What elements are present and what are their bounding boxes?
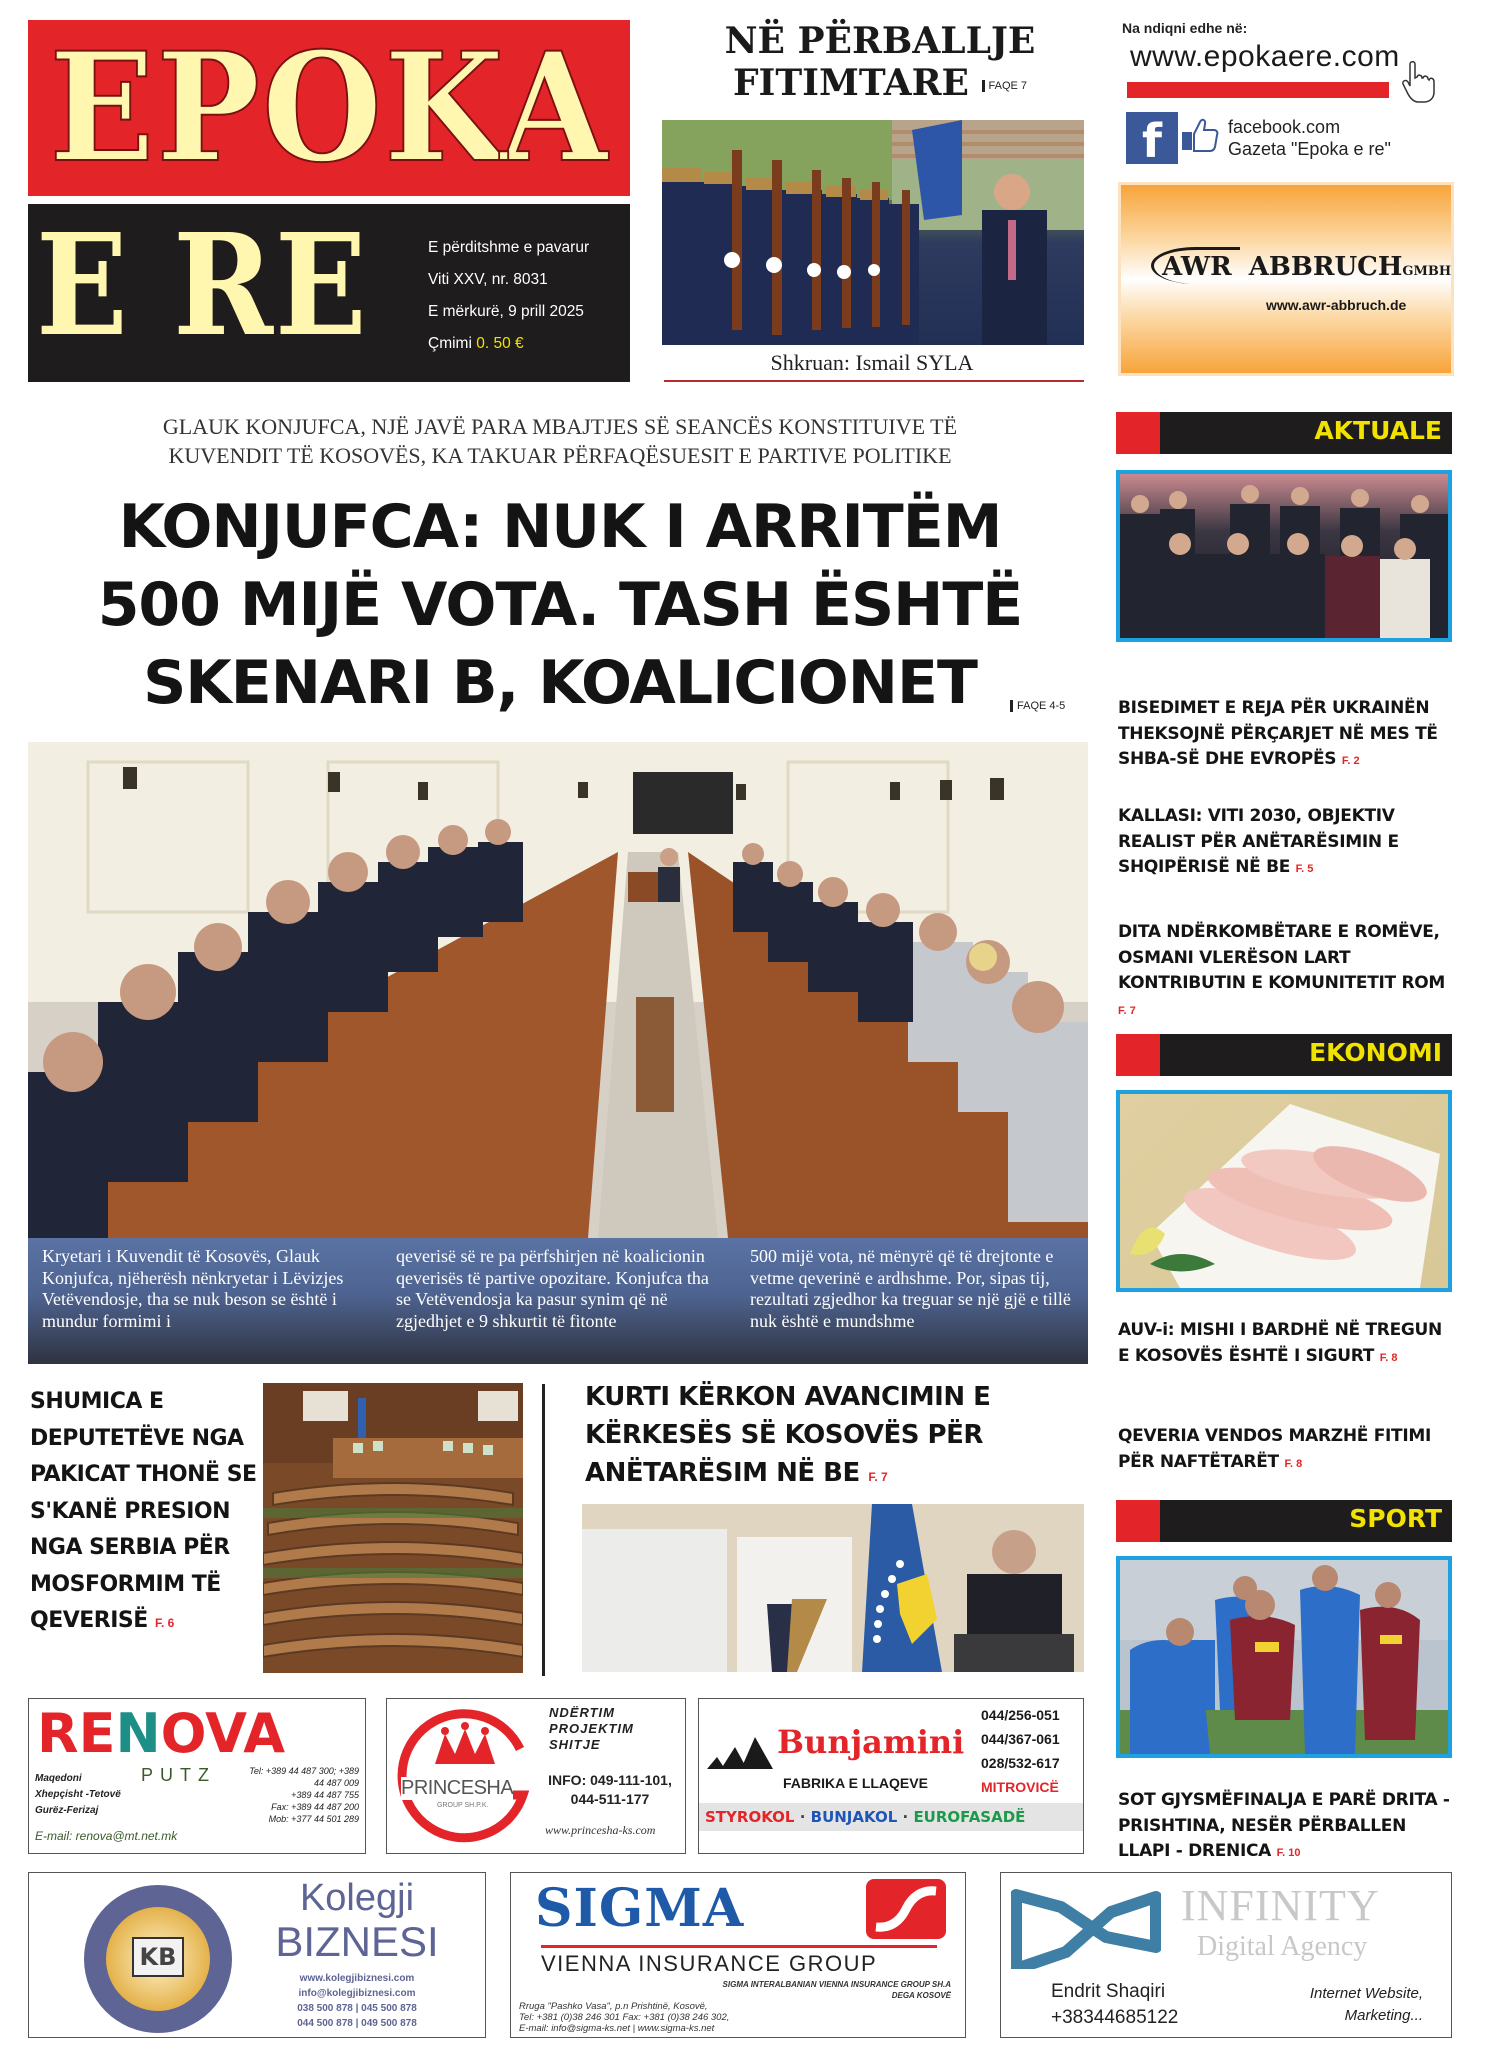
renova-phone: Tel: +389 44 487 300; +389 44 487 009 — [249, 1766, 359, 1788]
ekonomi-item-title: AUV-i: MISHI I BARDHË NË TREGUN E KOSOVËS ËSHTË I SIGURT — [1118, 1320, 1442, 1366]
renova-location: Maqedoni — [35, 1773, 82, 1784]
ekonomi-item-fuel[interactable] — [1118, 1424, 1458, 1477]
masthead-epoka — [28, 20, 630, 196]
kolegji-phones: 038 500 878 | 045 500 878 — [297, 2003, 417, 2014]
section-label-sport: SPORT — [1349, 1504, 1442, 1533]
renova-location: Xhepçisht -Tetovë — [35, 1789, 121, 1800]
lead-headline[interactable] — [20, 488, 1100, 722]
kicker-line1: GLAUK KONJUFCA, NJË JAVË PARA MBAJTJES SË SEANCËS KONSTITUIVE TË — [162, 414, 958, 439]
section-header-aktuale[interactable] — [1116, 412, 1452, 454]
renova-phone: Mob: +377 44 501 289 — [268, 1814, 359, 1824]
aktuale-item-page: F. 5 — [1295, 863, 1314, 875]
infinity-contact-phone: +38344685122 — [1051, 2007, 1179, 2028]
sigma-tel: Tel: +381 (0)38 246 301 Fax: +381 (0)38 246 302, — [519, 2012, 730, 2023]
aktuale-photo-leaders[interactable] — [1116, 470, 1452, 642]
ad-infinity[interactable] — [1000, 1872, 1452, 2038]
kicker-line2: KUVENDIT TË KOSOVËS, KA TAKUAR PËRFAQËSUESIT E PARTIVE POLITIKE — [168, 443, 952, 468]
ekonomi-item-title: QEVERIA VENDOS MARZHË FITIMI PËR NAFTËTARËT — [1118, 1426, 1431, 1472]
section-header-ekonomi[interactable] — [1116, 1034, 1452, 1076]
bunjamini-phone: 044/367-061 — [981, 1731, 1060, 1747]
headline-line1: KONJUFCA: NUK I ARRITËM — [118, 492, 1002, 562]
ad-sigma[interactable] — [510, 1872, 966, 2038]
article-kurti-title: KURTI KËRKON AVANCIMIN E KËRKESËS SË KOSOVËS PËR ANËTARËSIM NË BE — [585, 1382, 991, 1488]
aktuale-item-page: F. 2 — [1341, 755, 1360, 767]
ad-princesha[interactable] — [386, 1698, 686, 1854]
renova-phone: Fax: +389 44 487 200 — [271, 1802, 359, 1812]
ekonomi-item-page: F. 8 — [1379, 1351, 1398, 1364]
kolegji-contacts — [247, 1971, 467, 2031]
article-minorities-title: SHUMICA E DEPUTETËVE NGA PAKICAT THONË SE S'KANË PRESION NGA SERBIA PËR MOSFORMIM TË QEVERISË — [30, 1389, 257, 1633]
infinity-service: Marketing... — [1344, 2007, 1423, 2024]
awr-brand: ABBRUCH — [1248, 252, 1403, 282]
princesha-brand: PRINCESHA — [401, 1777, 514, 1799]
article-minorities-page: F. 6 — [154, 1616, 175, 1630]
facebook-url: facebook.com — [1228, 117, 1341, 137]
aktuale-item-roma[interactable] — [1118, 920, 1458, 1024]
feature-byline: Shkruan: Ismail SYLA — [770, 350, 974, 375]
facebook-page-name: Gazeta "Epoka e re" — [1228, 139, 1391, 159]
lead-caption — [28, 1238, 1088, 1364]
renova-sub: PUTZ — [141, 1765, 216, 1785]
lead-kicker — [40, 412, 1080, 470]
aktuale-item-page: F. 7 — [1118, 1004, 1136, 1017]
honor-guard-illustration — [662, 120, 1084, 345]
article-minorities[interactable] — [30, 1384, 258, 1642]
kolegji-brand-line1: Kolegji — [299, 1877, 415, 1919]
princesha-service: SHITJE — [549, 1737, 601, 1752]
awr-name: AWR — [1151, 247, 1240, 284]
aktuale-item-ukraine[interactable] — [1118, 696, 1458, 775]
infinity-contact-name: Endrit Shaqiri — [1051, 1981, 1166, 2002]
kolegji-email: info@kolegjibiznesi.com — [298, 1988, 416, 1999]
chicken-breast-illustration — [1120, 1094, 1448, 1288]
sigma-address: Rruga "Pashko Vasa", p.n Prishtinë, Kosovë, — [519, 2001, 708, 2012]
infinity-contact — [1051, 1979, 1178, 2031]
bunjamini-stripes-logo-icon — [707, 1729, 773, 1769]
sigma-group: VIENNA INSURANCE GROUP — [541, 1951, 878, 1976]
renova-logo-ova: OVA — [160, 1702, 286, 1765]
ekonomi-item-page: F. 8 — [1284, 1457, 1303, 1470]
caption-col3: 500 mijë vota, në mënyrë që të drejtonte e vetme qeverinë e ardhshme. Por, sipas tij, rezultati zgjedhor ka treguar se një gjë e tillë nuk është e mundshme — [750, 1246, 1071, 1331]
ekonomi-item-auv[interactable] — [1118, 1318, 1458, 1371]
masthead-ere — [28, 204, 630, 382]
masthead-title-ere: E RE — [36, 204, 369, 368]
masthead-info — [428, 232, 624, 360]
feature-page-ref: FAQE 7 — [982, 80, 1028, 92]
sport-item-title: SOT GJYSMËFINALJA E PARË DRITA - PRISHTINA, NESËR PËRBALLEN LLAPI - DRENICA — [1118, 1790, 1450, 1861]
bunjamini-product: STYROKOL — [705, 1808, 795, 1826]
princesha-info — [537, 1771, 683, 1809]
ekonomi-photo-chicken[interactable] — [1116, 1090, 1452, 1292]
infinity-logo-icon — [1011, 1887, 1161, 1969]
renova-phone: +389 44 487 755 — [291, 1790, 359, 1800]
feature-title[interactable] — [660, 20, 1100, 107]
sigma-legal-name: SIGMA INTERALBANIAN VIENNA INSURANCE GROUP SH.A — [722, 1980, 951, 1989]
masthead-title-epoka: EPOKA — [49, 20, 609, 196]
princesha-phone2: 044-511-177 — [570, 1791, 650, 1807]
facebook-page[interactable] — [1228, 116, 1391, 160]
awr-logo — [1151, 247, 1451, 284]
article-kurti-page: F. 7 — [868, 1470, 888, 1484]
bunjamini-products: STYROKOL · BUNJAKOL · EUROFASADË — [699, 1803, 1083, 1831]
caption-col1: Kryetari i Kuvendit të Kosovës, Glauk Konjufca, njëherësh nënkryetar i Lëvizjes Vetëvendosje, tha se nuk beson se është i mundur formimi i — [42, 1246, 344, 1331]
awr-url: www.awr-abbruch.de — [1266, 297, 1407, 313]
column-divider — [542, 1384, 545, 1676]
aktuale-item-title: KALLASI: VITI 2030, OBJEKTIV REALIST PËR ANËTARËSIMIN E SHQIPËRISË NË BE — [1118, 806, 1399, 877]
facebook-icon[interactable]: f — [1126, 112, 1178, 164]
bunjamini-phone: 028/532-617 — [981, 1755, 1060, 1771]
renova-email: E-mail: renova@mt.net.mk — [35, 1829, 178, 1843]
aktuale-item-title: BISEDIMET E REJA PËR UKRAINËN THEKSOJNË PËRÇARJET NË MES TË SHBA-SË DHE EVROPËS — [1118, 698, 1438, 769]
renova-phones — [249, 1765, 359, 1825]
princesha-services — [549, 1705, 634, 1753]
website-link[interactable]: www.epokaere.com — [1130, 40, 1400, 73]
feature-divider — [664, 380, 1084, 382]
price-value: 0. 50 € — [476, 335, 524, 352]
awr-suffix: GMBH — [1402, 264, 1452, 279]
section-label-ekonomi: EKONOMI — [1309, 1038, 1442, 1067]
masthead-tagline: E përditshme e pavarur — [428, 239, 590, 256]
bunjamini-phone: 044/256-051 — [981, 1707, 1060, 1723]
renova-logo-n: N — [115, 1702, 161, 1765]
infinity-services — [1310, 1983, 1423, 2027]
princesha-sub: GROUP SH.P.K. — [437, 1802, 489, 1809]
press-conference-illustration — [582, 1504, 1084, 1672]
sigma-divider — [541, 1945, 937, 1948]
infinity-service: Internet Website, — [1309, 1985, 1423, 2002]
princesha-url: www.princesha-ks.com — [545, 1823, 656, 1837]
aktuale-item-kallasi[interactable] — [1118, 804, 1458, 883]
kolegji-brand — [247, 1877, 467, 1965]
headline-line2: 500 MIJË VOTA. TASH ËSHTË — [97, 570, 1023, 640]
renova-logo-re: RE — [37, 1702, 116, 1765]
follow-label: Na ndiqni edhe në: — [1122, 20, 1248, 36]
sigma-contacts — [519, 2001, 729, 2034]
article-kurti[interactable] — [585, 1378, 1085, 1496]
kolegji-seal-icon — [84, 1885, 232, 2033]
bunjamini-sub: FABRIKA E LLAQEVE — [783, 1775, 928, 1791]
leaders-group-illustration — [1120, 474, 1448, 638]
princesha-phone1: INFO: 049-111-101, — [548, 1772, 672, 1788]
masthead-date: E mërkurë, 9 prill 2025 — [428, 303, 584, 320]
lead-photo-meeting[interactable] — [28, 742, 1088, 1238]
bunjamini-product: BUNJAKOL — [810, 1808, 898, 1826]
sigma-legal — [723, 1979, 951, 2001]
price-label: Çmimi — [428, 335, 472, 352]
kolegji-url: www.kolegjibiznesi.com — [299, 1973, 415, 1984]
kolegji-phones: 044 500 878 | 049 500 878 — [297, 2018, 417, 2029]
article-minorities-photo[interactable] — [263, 1383, 523, 1673]
section-marker — [1116, 412, 1160, 454]
kolegji-logo-text: KB — [132, 1937, 184, 1977]
bunjamini-city: MITROVICË — [981, 1779, 1059, 1795]
section-label-aktuale: AKTUALE — [1314, 416, 1442, 445]
sport-photo-football[interactable] — [1116, 1556, 1452, 1758]
ad-bunjamini[interactable] — [698, 1698, 1084, 1854]
renova-locations — [35, 1771, 121, 1819]
sigma-email: E-mail: info@sigma-ks.net | www.sigma-ks.net — [519, 2023, 715, 2034]
princesha-service: PROJEKTIM — [549, 1721, 634, 1736]
section-header-sport[interactable] — [1116, 1500, 1452, 1542]
sport-item-drita[interactable] — [1118, 1788, 1458, 1867]
bunjamini-brand: Bunjamini — [777, 1723, 965, 1761]
football-match-illustration — [1120, 1560, 1448, 1754]
infinity-brand: INFINITY — [1181, 1881, 1380, 1930]
princesha-service: NDËRTIM — [549, 1705, 615, 1720]
ad-renova[interactable] — [28, 1698, 366, 1854]
ad-awr-abbruch[interactable] — [1118, 182, 1454, 376]
hand-cursor-icon — [1400, 60, 1436, 104]
feature-photo-honor-guard[interactable] — [662, 120, 1084, 345]
section-marker — [1116, 1500, 1160, 1542]
ad-kolegji-biznesi[interactable] — [28, 1872, 486, 2038]
parliament-chamber-illustration — [263, 1383, 523, 1673]
thumbs-up-icon — [1180, 114, 1220, 154]
section-marker — [1116, 1034, 1160, 1076]
bunjamini-product: EUROFASADË — [913, 1808, 1026, 1826]
feature-title-line1: NË PËRBALLJE — [724, 20, 1036, 62]
sigma-s-logo-icon — [866, 1879, 946, 1939]
lead-page-ref: FAQE 4-5 — [1010, 700, 1065, 712]
bunjamini-phones — [981, 1703, 1060, 1799]
masthead-issue: Viti XXV, nr. 8031 — [428, 271, 548, 288]
sigma-legal-branch: DEGA KOSOVË — [891, 1991, 951, 2000]
renova-location: Gurëz-Ferizaj — [35, 1805, 99, 1816]
aktuale-item-title: DITA NDËRKOMBËTARE E ROMËVE, OSMANI VLERËSON LART KONTRIBUTIN E KOMUNITETIT ROM — [1118, 922, 1446, 993]
sport-item-page: F. 10 — [1276, 1847, 1301, 1859]
renova-logo — [37, 1702, 286, 1765]
infinity-sub: Digital Agency — [1197, 1931, 1368, 1962]
meeting-room-illustration — [28, 742, 1088, 1238]
headline-line3: SKENARI B, KOALICIONET — [143, 648, 977, 718]
website-underline-bar — [1127, 82, 1389, 98]
sigma-brand: SIGMA — [535, 1878, 745, 1939]
article-kurti-photo[interactable] — [582, 1504, 1084, 1672]
kolegji-brand-line2: BIZNESI — [275, 1918, 439, 1965]
masthead-price — [428, 328, 624, 360]
caption-col2: qeverisë së re pa përfshirjen në koalicionin qeverisës të partive opozitare. Konjufca tha se Vetëvendosja ka pasur synim që në zgjedhjet e 9 shkurtit të fitonte — [396, 1246, 709, 1331]
feature-title-line2: FITIMTARE — [732, 62, 969, 104]
